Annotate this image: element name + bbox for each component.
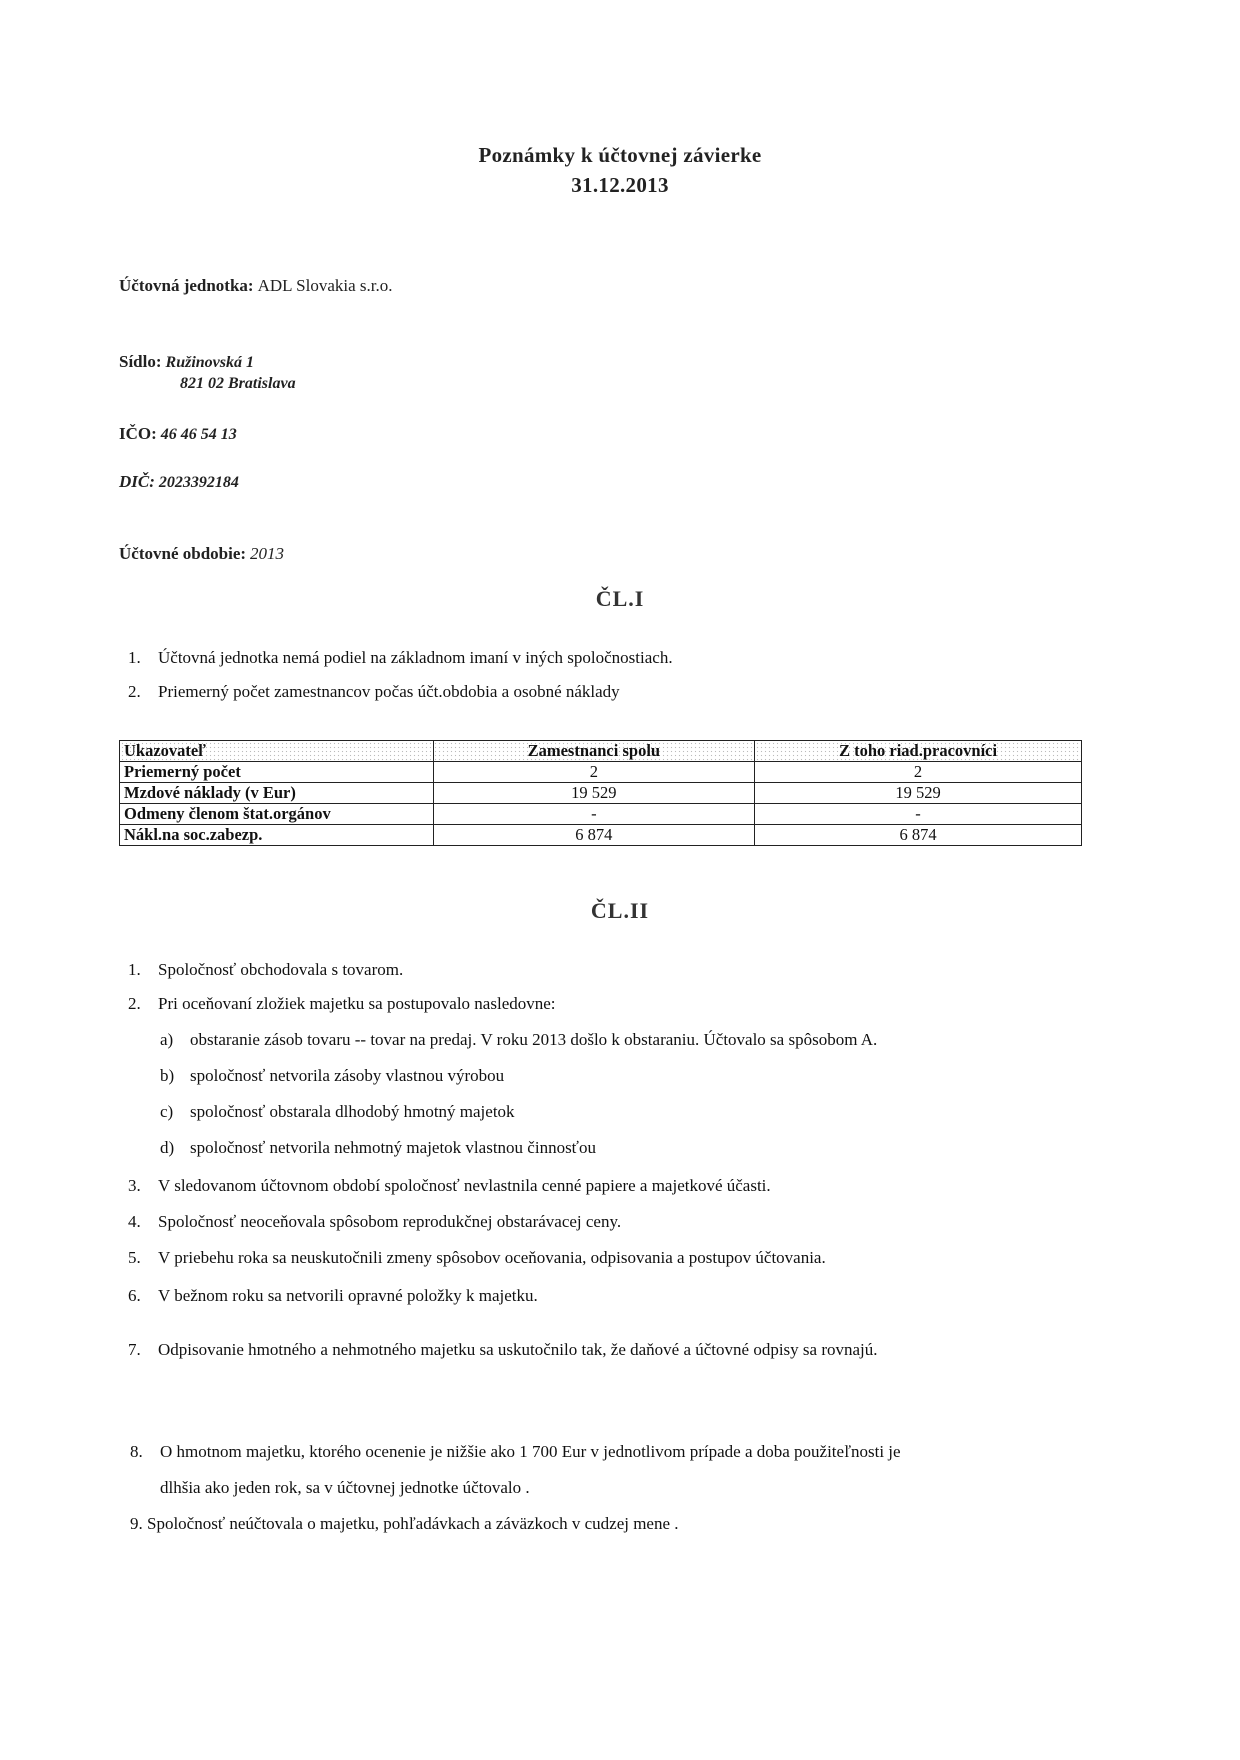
- article-1-item: [128, 682, 620, 702]
- item-text: Spoločnosť obchodovala s tovarom.: [158, 960, 404, 979]
- article-2-item: [130, 1514, 679, 1534]
- seat-label: Sídlo:: [119, 352, 162, 371]
- article-2-item: [128, 1176, 771, 1196]
- period-label: Účtovné obdobie:: [119, 544, 247, 563]
- ico-label: IČO:: [119, 424, 157, 443]
- cell-total: -: [433, 804, 754, 825]
- article-2-item: [128, 1212, 621, 1232]
- table-row: [120, 762, 1082, 783]
- entity-line: [119, 276, 392, 296]
- cell-total: 19 529: [433, 783, 754, 804]
- cell-managers: 19 529: [755, 783, 1082, 804]
- table-header-row: [120, 741, 1082, 762]
- item-text: Účtovná jednotka nemá podiel na základnom imaní v iných spoločnostiach.: [158, 648, 673, 667]
- item-number: 2.: [128, 682, 141, 701]
- cell-managers: 2: [755, 762, 1082, 783]
- entity-value: ADL Slovakia s.r.o.: [257, 276, 393, 295]
- article-2-item: [128, 1286, 538, 1306]
- item-text: Spoločnosť neoceňovala spôsobom reprodukčnej obstarávacej ceny.: [158, 1212, 622, 1231]
- col-header-managers: Z toho riad.pracovníci: [755, 741, 1082, 762]
- table-row: [120, 825, 1082, 846]
- article-2-item: [128, 1248, 826, 1268]
- item-text: Spoločnosť neúčtovala o majetku, pohľadávkach a záväzkoch v cudzej mene .: [147, 1514, 679, 1533]
- item-number: 5.: [128, 1248, 141, 1267]
- article-2-item-continuation: dlhšia ako jeden rok, sa v účtovnej jednotke účtovalo .: [160, 1478, 530, 1497]
- article-2-heading: ČL.II: [590, 898, 650, 923]
- article-2-item: [130, 1442, 901, 1462]
- col-header-total: Zamestnanci spolu: [433, 741, 754, 762]
- item-number: 1.: [128, 648, 141, 667]
- article-2-subitem: [160, 1138, 596, 1158]
- entity-label: Účtovná jednotka:: [119, 276, 254, 295]
- subitem-text: obstaranie zásob tovaru -- tovar na predaj. V roku 2013 došlo k obstaraniu. Účtovalo sa spôsobom A.: [190, 1030, 878, 1049]
- item-number: 7.: [128, 1340, 141, 1359]
- item-number: 3.: [128, 1176, 141, 1195]
- subitem-letter: c): [160, 1102, 174, 1121]
- seat-line: [119, 352, 254, 372]
- document-date: 31.12.2013: [571, 173, 669, 197]
- dic-label: DIČ:: [119, 472, 155, 491]
- cell-managers: 6 874: [755, 825, 1082, 846]
- article-2-subitem: [160, 1030, 877, 1050]
- row-label: Priemerný počet: [120, 762, 434, 783]
- item-number: 1.: [128, 960, 141, 979]
- period-value: 2013: [250, 544, 285, 563]
- article-2-item: [128, 960, 403, 980]
- seat-street: Ružinovská 1: [165, 354, 254, 371]
- item-text: V sledovanom účtovnom období spoločnosť nevlastnila cenné papiere a majetkové účasti.: [158, 1176, 771, 1195]
- ico-value: 46 46 54 13: [160, 426, 237, 443]
- item-number: 2.: [128, 994, 141, 1013]
- article-1-heading: ČL.I: [595, 586, 645, 611]
- row-label: Mzdové náklady (v Eur): [120, 783, 434, 804]
- item-text: Odpisovanie hmotného a nehmotného majetku sa uskutočnilo tak, že daňové a účtovné odpisy sa rovnajú.: [158, 1340, 878, 1359]
- item-number: 8.: [130, 1442, 143, 1461]
- article-2-item: [128, 994, 556, 1014]
- item-text: O hmotnom majetku, ktorého ocenenie je nižšie ako 1 700 Eur v jednotlivom prípade a doba použiteľnosti je: [160, 1442, 901, 1461]
- article-1-item: [128, 648, 673, 668]
- article-2-item: [128, 1340, 878, 1360]
- cell-total: 2: [433, 762, 754, 783]
- table-row: [120, 804, 1082, 825]
- period-line: [119, 544, 284, 564]
- subitem-letter: d): [160, 1138, 175, 1157]
- ico-line: [119, 424, 237, 444]
- dic-line: [119, 472, 239, 492]
- subitem-text: spoločnosť netvorila nehmotný majetok vlastnou činnosťou: [190, 1138, 596, 1157]
- col-header-indicator: Ukazovateľ: [120, 741, 434, 762]
- item-text: Priemerný počet zamestnancov počas účt.obdobia a osobné náklady: [158, 682, 620, 701]
- row-label: Nákl.na soc.zabezp.: [120, 825, 434, 846]
- subitem-text: spoločnosť netvorila zásoby vlastnou výrobou: [190, 1066, 505, 1085]
- item-text: V priebehu roka sa neuskutočnili zmeny spôsobov oceňovania, odpisovania a postupov účtovania.: [158, 1248, 826, 1267]
- seat-city: 821 02 Bratislava: [180, 375, 296, 392]
- item-number: 6.: [128, 1286, 141, 1305]
- document-title: Poznámky k účtovnej závierke: [478, 143, 762, 167]
- row-label: Odmeny členom štat.orgánov: [120, 804, 434, 825]
- subitem-letter: b): [160, 1066, 175, 1085]
- dic-value: 2023392184: [158, 474, 239, 491]
- article-2-subitem: [160, 1066, 504, 1086]
- table-row: [120, 783, 1082, 804]
- item-number: 4.: [128, 1212, 141, 1231]
- employees-table: [119, 740, 1082, 846]
- subitem-letter: a): [160, 1030, 174, 1049]
- cell-managers: -: [755, 804, 1082, 825]
- item-text: Pri oceňovaní zložiek majetku sa postupovalo nasledovne:: [158, 994, 556, 1013]
- item-text: V bežnom roku sa netvorili opravné položky k majetku.: [158, 1286, 538, 1305]
- subitem-text: spoločnosť obstarala dlhodobý hmotný majetok: [190, 1102, 515, 1121]
- cell-total: 6 874: [433, 825, 754, 846]
- article-2-subitem: [160, 1102, 515, 1122]
- item-number: 9.: [130, 1514, 143, 1533]
